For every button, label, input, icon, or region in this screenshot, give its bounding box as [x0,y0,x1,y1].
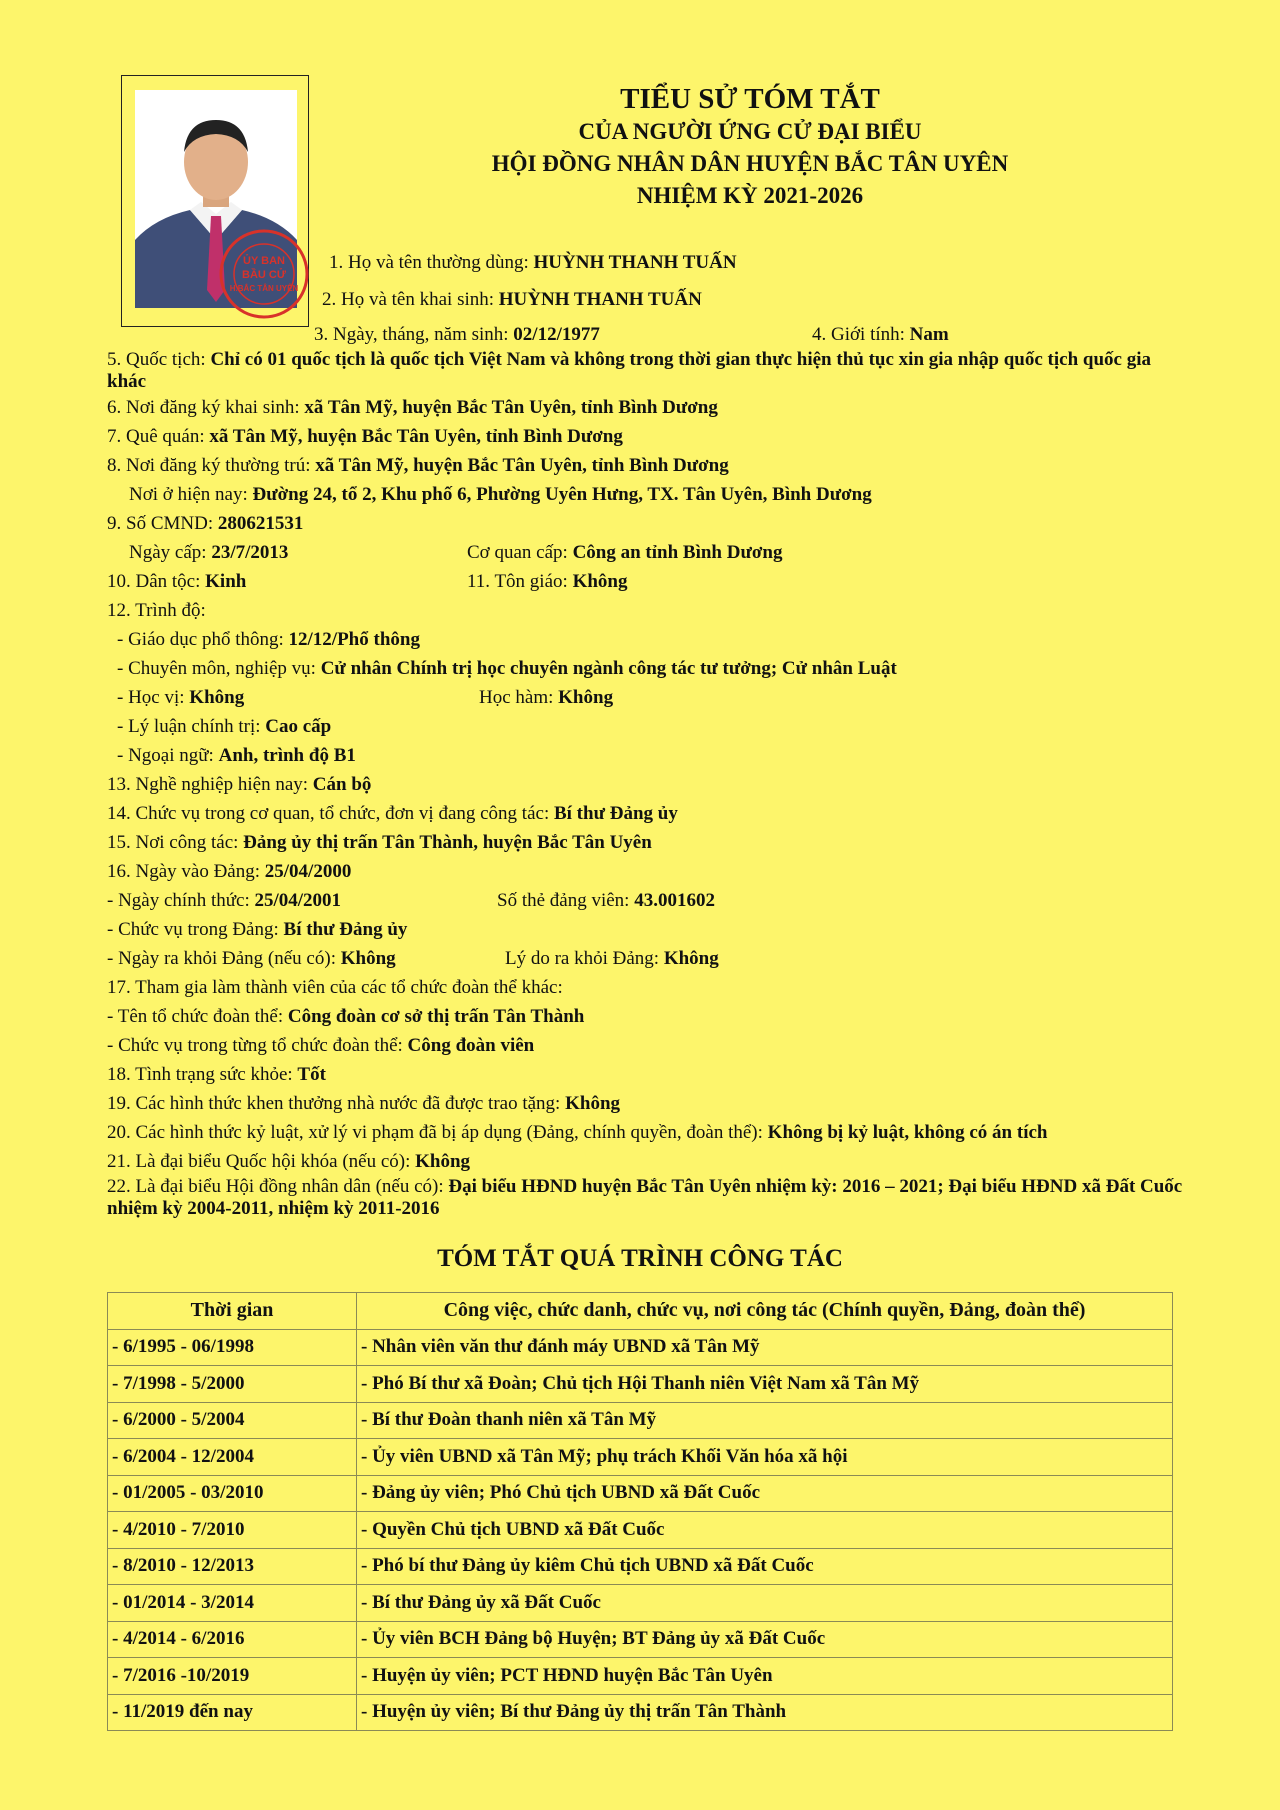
field-ethnicity-religion: 10. Dân tộc: Kinh 11. Tôn giáo: Không [107,571,628,592]
row-work: - Bí thư Đảng ủy xã Đất Cuốc [357,1585,1173,1622]
svg-text:BẦU CỬ: BẦU CỬ [242,269,286,281]
header-line-4: NHIỆM KỲ 2021-2026 [636,183,864,208]
table-row [108,1658,1173,1695]
field-birth-registration: 6. Nơi đăng ký khai sinh: xã Tân Mỹ, huyện Bắc Tân Uyên, tỉnh Bình Dương [107,397,718,418]
table-row [108,1585,1173,1622]
row-time: - 8/2010 - 12/2013 [108,1548,357,1585]
row-work: - Phó bí thư Đảng ủy kiêm Chủ tịch UBND xã Đất Cuốc [357,1548,1173,1585]
field-party-join-date: 16. Ngày vào Đảng: 25/04/2000 [107,861,352,882]
row-work: - Huyện ủy viên; Bí thư Đảng ủy thị trấn Tân Thành [357,1694,1173,1731]
svg-text:ỦY BAN: ỦY BAN [243,255,285,267]
document-header [350,82,1150,212]
field-awards: 19. Các hình thức khen thưởng nhà nước đã được trao tặng: Không [107,1093,621,1114]
field-national-assembly: 21. Là đại biểu Quốc hội khóa (nếu có): Không [107,1151,471,1172]
field-people-council: 22. Là đại biểu Hội đồng nhân dân (nếu có): Đại biểu HĐND huyện Bắc Tân Uyên nhiệm kỳ: 2016 – 2021; Đại biểu HĐND xã Đất Cuốc nhiệm kỳ 2004-2011, nhiệm kỳ 2011-2016 [107,1176,1183,1219]
field-general-education: - Giáo dục phổ thông: 12/12/Phổ thông [117,629,420,650]
field-common-name: 1. Họ và tên thường dùng: HUỲNH THANH TUẤN [329,252,737,273]
table-row [108,1329,1173,1366]
work-history-table [107,1292,1173,1731]
field-occupation: 13. Nghề nghiệp hiện nay: Cán bộ [107,774,372,795]
table-row [108,1512,1173,1549]
table-row [108,1402,1173,1439]
field-political-theory: - Lý luận chính trị: Cao cấp [117,716,332,737]
table-row [108,1366,1173,1403]
header-line-2: CỦA NGƯỜI ỨNG CỬ ĐẠI BIỂU [578,119,922,144]
table-row [108,1694,1173,1731]
field-party-official: - Ngày chính thức: 25/04/2001 Số thẻ đảng viên: 43.001602 [107,890,715,911]
document-title: TIỂU SỬ TÓM TẮT [620,83,880,115]
row-time: - 6/2000 - 5/2004 [108,1402,357,1439]
field-position: 14. Chức vụ trong cơ quan, tổ chức, đơn vị đang công tác: Bí thư Đảng ủy [107,803,678,824]
row-work: - Bí thư Đoàn thanh niên xã Tân Mỹ [357,1402,1173,1439]
row-work: - Nhân viên văn thư đánh máy UBND xã Tân Mỹ [357,1329,1173,1366]
field-dob-gender: 3. Ngày, tháng, năm sinh: 02/12/1977 4. Giới tính: Nam [314,324,949,345]
row-time: - 01/2014 - 3/2014 [108,1585,357,1622]
field-organizations-heading: 17. Tham gia làm thành viên của các tổ chức đoàn thể khác: [107,977,563,998]
biography-fields [107,248,1187,1220]
field-professional: - Chuyên môn, nghiệp vụ: Cử nhân Chính trị học chuyên ngành công tác tư tưởng; Cử nhân Luật [117,658,897,679]
row-time: - 01/2005 - 03/2010 [108,1475,357,1512]
field-permanent-residence: 8. Nơi đăng ký thường trú: xã Tân Mỹ, huyện Bắc Tân Uyên, tỉnh Bình Dương [107,455,729,476]
field-id-number: 9. Số CMND: 280621531 [107,513,304,534]
row-work: - Ủy viên BCH Đảng bộ Huyện; BT Đảng ủy xã Đất Cuốc [357,1621,1173,1658]
field-current-residence: Nơi ở hiện nay: Đường 24, tổ 2, Khu phố 6, Phường Uyên Hưng, TX. Tân Uyên, Bình Dương [129,484,872,505]
field-discipline: 20. Các hình thức kỷ luật, xử lý vi phạm đã bị áp dụng (Đảng, chính quyền, đoàn thể): Không bị kỷ luật, không có án tích [107,1122,1048,1143]
field-party-leave: - Ngày ra khỏi Đảng (nếu có): Không Lý do ra khỏi Đảng: Không [107,948,719,969]
row-work: - Quyền Chủ tịch UBND xã Đất Cuốc [357,1512,1173,1549]
column-header-work: Công việc, chức danh, chức vụ, nơi công tác (Chính quyền, Đảng, đoàn thể) [357,1293,1173,1330]
field-health: 18. Tình trạng sức khỏe: Tốt [107,1064,326,1085]
field-foreign-language: - Ngoại ngữ: Anh, trình độ B1 [117,745,356,766]
row-time: - 4/2010 - 7/2010 [108,1512,357,1549]
row-time: - 11/2019 đến nay [108,1694,357,1731]
table-row [108,1439,1173,1476]
field-workplace: 15. Nơi công tác: Đảng ủy thị trấn Tân Thành, huyện Bắc Tân Uyên [107,832,652,853]
table-row [108,1548,1173,1585]
table-row [108,1621,1173,1658]
table-row [108,1475,1173,1512]
row-work: - Phó Bí thư xã Đoàn; Chủ tịch Hội Thanh niên Việt Nam xã Tân Mỹ [357,1366,1173,1403]
svg-text:H.BẮC TÂN UYÊN: H.BẮC TÂN UYÊN [229,284,299,293]
column-header-time: Thời gian [108,1293,357,1330]
header-line-3: HỘI ĐỒNG NHÂN DÂN HUYỆN BẮC TÂN UYÊN [491,151,1009,176]
row-time: - 7/2016 -10/2019 [108,1658,357,1695]
field-organization-name: - Tên tổ chức đoàn thể: Công đoàn cơ sở thị trấn Tân Thành [107,1006,585,1027]
field-hometown: 7. Quê quán: xã Tân Mỹ, huyện Bắc Tân Uyên, tỉnh Bình Dương [107,426,623,447]
row-work: - Đảng ủy viên; Phó Chủ tịch UBND xã Đất Cuốc [357,1475,1173,1512]
row-time: - 6/1995 - 06/1998 [108,1329,357,1366]
table-header-row [108,1293,1173,1330]
field-organization-role: - Chức vụ trong từng tổ chức đoàn thể: Công đoàn viên [107,1035,535,1056]
row-work: - Ủy viên UBND xã Tân Mỹ; phụ trách Khối Văn hóa xã hội [357,1439,1173,1476]
field-party-position: - Chức vụ trong Đảng: Bí thư Đảng ủy [107,919,408,940]
row-work: - Huyện ủy viên; PCT HĐND huyện Bắc Tân Uyên [357,1658,1173,1695]
field-birth-name: 2. Họ và tên khai sinh: HUỲNH THANH TUẤN [322,289,702,310]
field-degree-title: - Học vị: Không Học hàm: Không [117,687,614,708]
field-education-heading: 12. Trình độ: [107,600,206,621]
work-summary-title: TÓM TẮT QUÁ TRÌNH CÔNG TÁC [437,1245,843,1272]
row-time: - 4/2014 - 6/2016 [108,1621,357,1658]
row-time: - 7/1998 - 5/2000 [108,1366,357,1403]
row-time: - 6/2004 - 12/2004 [108,1439,357,1476]
field-nationality: 5. Quốc tịch: Chỉ có 01 quốc tịch là quốc tịch Việt Nam và không trong thời gian thực hiện thủ tục xin gia nhập quốc tịch quốc gia khác [107,349,1152,392]
field-id-issue: Ngày cấp: 23/7/2013 Cơ quan cấp: Công an tỉnh Bình Dương [129,542,783,563]
